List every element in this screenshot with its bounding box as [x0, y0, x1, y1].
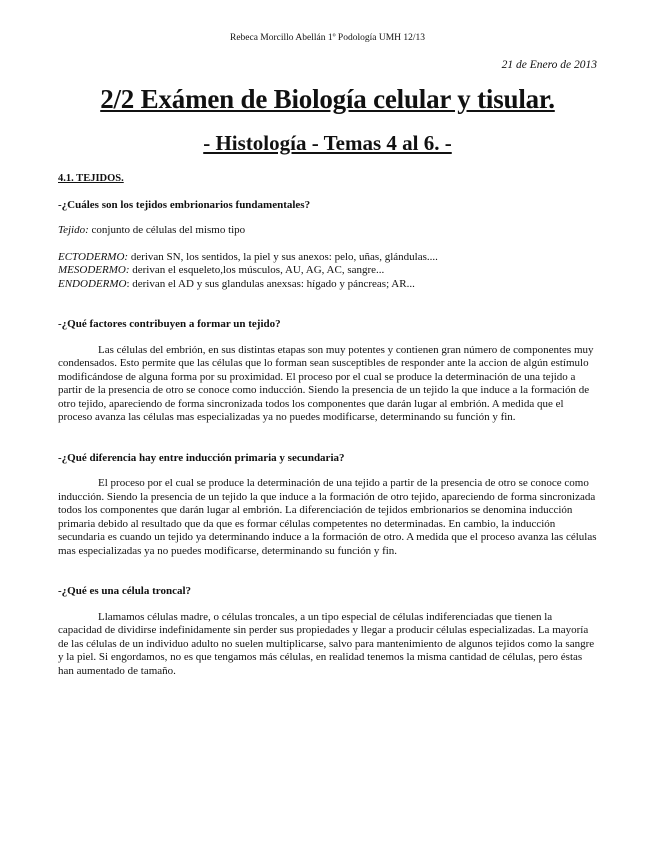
running-head: Rebeca Morcillo Abellán 1º Podología UMH 12/13: [229, 33, 426, 43]
list-item: [58, 264, 598, 278]
question-heading: -¿Cuáles son los tejidos embrionarios fundamentales?: [58, 198, 311, 211]
list-item: [58, 278, 598, 292]
definition-term: Tejido:: [58, 224, 89, 236]
layer-term: MESODERMO:: [58, 264, 130, 276]
layer-term: ENDODERMO: [58, 277, 127, 290]
germ-layer-list: [58, 251, 598, 292]
document-title: 2/2 Exámen de Biología celular y tisular.: [100, 84, 555, 114]
layer-term: ECTODERMO:: [58, 250, 129, 263]
layer-text: derivan el esqueleto,los músculos, AU, AG, AC, sangre...: [129, 264, 385, 276]
question-heading: -¿Qué factores contribuyen a formar un tejido?: [58, 318, 281, 330]
question-heading: -¿Qué es una célula troncal?: [58, 585, 192, 597]
document-subtitle: - Histología - Temas 4 al 6. -: [203, 131, 452, 155]
definition: [58, 224, 598, 238]
paragraph: Llamamos células madre, o células troncales, a un tipo especial de células indiferenciadas que tienen la capacidad de dividirse indefinidamente sin perder sus propiedades y llegar a producir células especializadas. La mayoría de las células de un individuo adulto no suelen multiplicarse, salvo para mantenimiento de algunos tejidos como la sangre y la piel. Si engordamos, no es que tengamos más células, en realidad tenemos la misma cantidad de células, pero éstas han aumentado de tamaño.: [58, 610, 595, 677]
paragraph: Las células del embrión, en sus distintas etapas son muy potentes y contienen gran número de componentes muy condensados. Esto permite que las células que lo forman sean susceptibles de responder ante la accion de algún estímulo modificándose de alguna forma por su proximidad. El proceso por el cual se produce la determinación de una tejido a partir de la presencia de otro se conoce como inducción. Siendo la presencia de un tejido la que induce a la formación de otro tejido, apareciendo de forma sincronizada todos los componentes que darán lugar al embrión. A medida que el proceso avanza las células mas especializadas ya no puedes modificarse, determinando su función y fin.: [58, 343, 594, 423]
list-item: [58, 251, 598, 265]
section-heading: 4.1. TEJIDOS.: [58, 173, 124, 184]
paragraph: El proceso por el cual se produce la determinación de una tejido a partir de la presencia de otro se conoce como inducción. Siendo la presencia de un tejido la que induce a la formación de otro tejido, apareciendo de forma sincronizada todos los componentes que darán lugar al embrión. La diferenciación de tejidos embrionarios se denomina inducción primaria debido al resultado que da que es formar células competentes no determinadas. En cambio, la inducción secundaria es cuando un tejido ya determinando induce a la formación de otro. A medida que el proceso avanza las células mas especializadas ya no puedes modificarse, determinando su función y fin.: [58, 477, 597, 557]
document-body: [58, 172, 598, 705]
definition-text: conjunto de células del mismo tipo: [88, 224, 246, 236]
question-heading: -¿Qué diferencia hay entre inducción primaria y secundaria?: [58, 451, 345, 464]
layer-text: derivan SN, los sentidos, la piel y sus anexos: pelo, uñas, glándulas....: [128, 250, 438, 263]
layer-text: : derivan el AD y sus glandulas anexsas: hígado y páncreas; AR...: [126, 277, 415, 290]
document-date: 21 de Enero de 2013: [501, 59, 597, 71]
